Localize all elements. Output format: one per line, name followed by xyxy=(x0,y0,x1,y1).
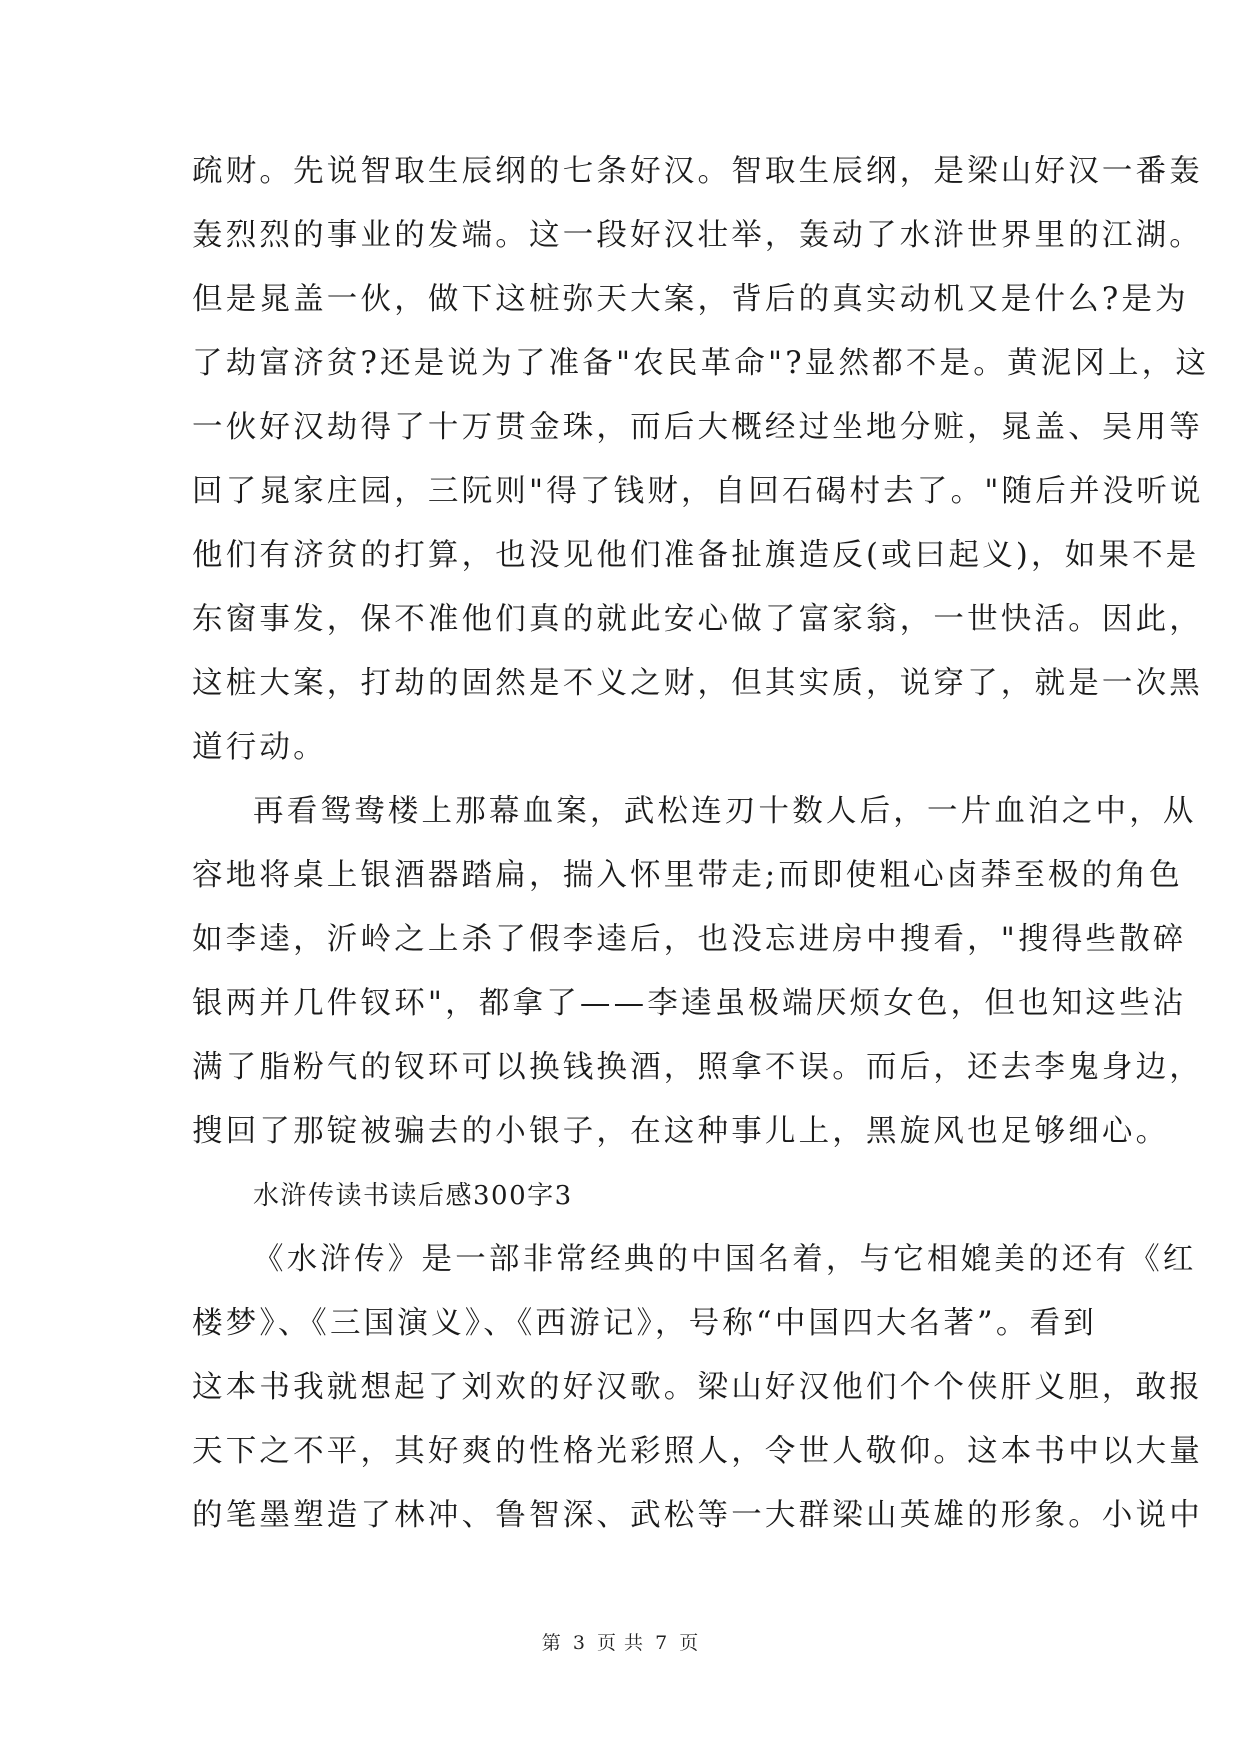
footer-middle: 页 共 xyxy=(596,1632,645,1654)
page-footer xyxy=(0,1628,1241,1655)
text-line: 搜回了那锭被骗去的小银子，在这种事儿上，黑旋风也足够细心。 xyxy=(192,1114,1170,1149)
section-heading: 水浒传读书读后感300字3 xyxy=(253,1181,573,1211)
text-line: 东窗事发，保不准他们真的就此安心做了富家翁，一世快活。因此， xyxy=(192,602,1203,637)
total-pages-number: 7 xyxy=(655,1632,669,1654)
text-line: 楼梦》、《三国演义》、《西游记》，号称“中国四大名著”。看到 xyxy=(192,1306,1097,1341)
footer-suffix: 页 xyxy=(679,1632,700,1654)
text-line: 道行动。 xyxy=(192,730,327,765)
text-line: 这本书我就想起了刘欢的好汉歌。梁山好汉他们个个侠肝义胆，敢报 xyxy=(192,1370,1203,1405)
text-line: 天下之不平，其好爽的性格光彩照人，令世人敬仰。这本书中以大量 xyxy=(192,1434,1203,1469)
body-text xyxy=(192,140,1210,1548)
text-line: 一伙好汉劫得了十万贯金珠，而后大概经过坐地分赃，晁盖、吴用等 xyxy=(192,410,1203,445)
text-line: 容地将桌上银酒器踏扁，揣入怀里带走;而即使粗心卤莽至极的角色 xyxy=(192,858,1183,893)
text-line: 如李逵，沂岭之上杀了假李逵后，也没忘进房中搜看，"搜得些散碎 xyxy=(192,922,1187,957)
text-line: 再看鸳鸯楼上那幕血案，武松连刃十数人后，一片血泊之中，从 xyxy=(253,794,1197,829)
text-line: 疏财。先说智取生辰纲的七条好汉。智取生辰纲，是梁山好汉一番轰 xyxy=(192,154,1203,189)
text-line: 回了晁家庄园，三阮则"得了钱财，自回石碣村去了。"随后并没听说 xyxy=(192,474,1204,509)
text-line: 轰烈烈的事业的发端。这一段好汉壮举，轰动了水浒世界里的江湖。 xyxy=(192,218,1203,253)
text-line: 的笔墨塑造了林冲、鲁智深、武松等一大群梁山英雄的形象。小说中 xyxy=(192,1498,1203,1533)
text-line: 满了脂粉气的钗环可以换钱换酒，照拿不误。而后，还去李鬼身边， xyxy=(192,1050,1203,1085)
current-page-number: 3 xyxy=(572,1632,586,1654)
text-line: 《水浒传》是一部非常经典的中国名着，与它相媲美的还有《红 xyxy=(253,1242,1197,1277)
text-line: 银两并几件钗环"，都拿了——李逵虽极端厌烦女色，但也知这些沾 xyxy=(192,986,1187,1021)
text-line: 这桩大案，打劫的固然是不义之财，但其实质，说穿了，就是一次黑 xyxy=(192,666,1203,701)
text-line: 但是晁盖一伙，做下这桩弥天大案，背后的真实动机又是什么?是为 xyxy=(192,282,1189,317)
text-line: 了劫富济贫?还是说为了准备"农民革命"?显然都不是。黄泥冈上，这 xyxy=(192,346,1210,381)
footer-prefix: 第 xyxy=(541,1632,562,1654)
text-line: 他们有济贫的打算，也没见他们准备扯旗造反(或曰起义)，如果不是 xyxy=(192,538,1200,573)
